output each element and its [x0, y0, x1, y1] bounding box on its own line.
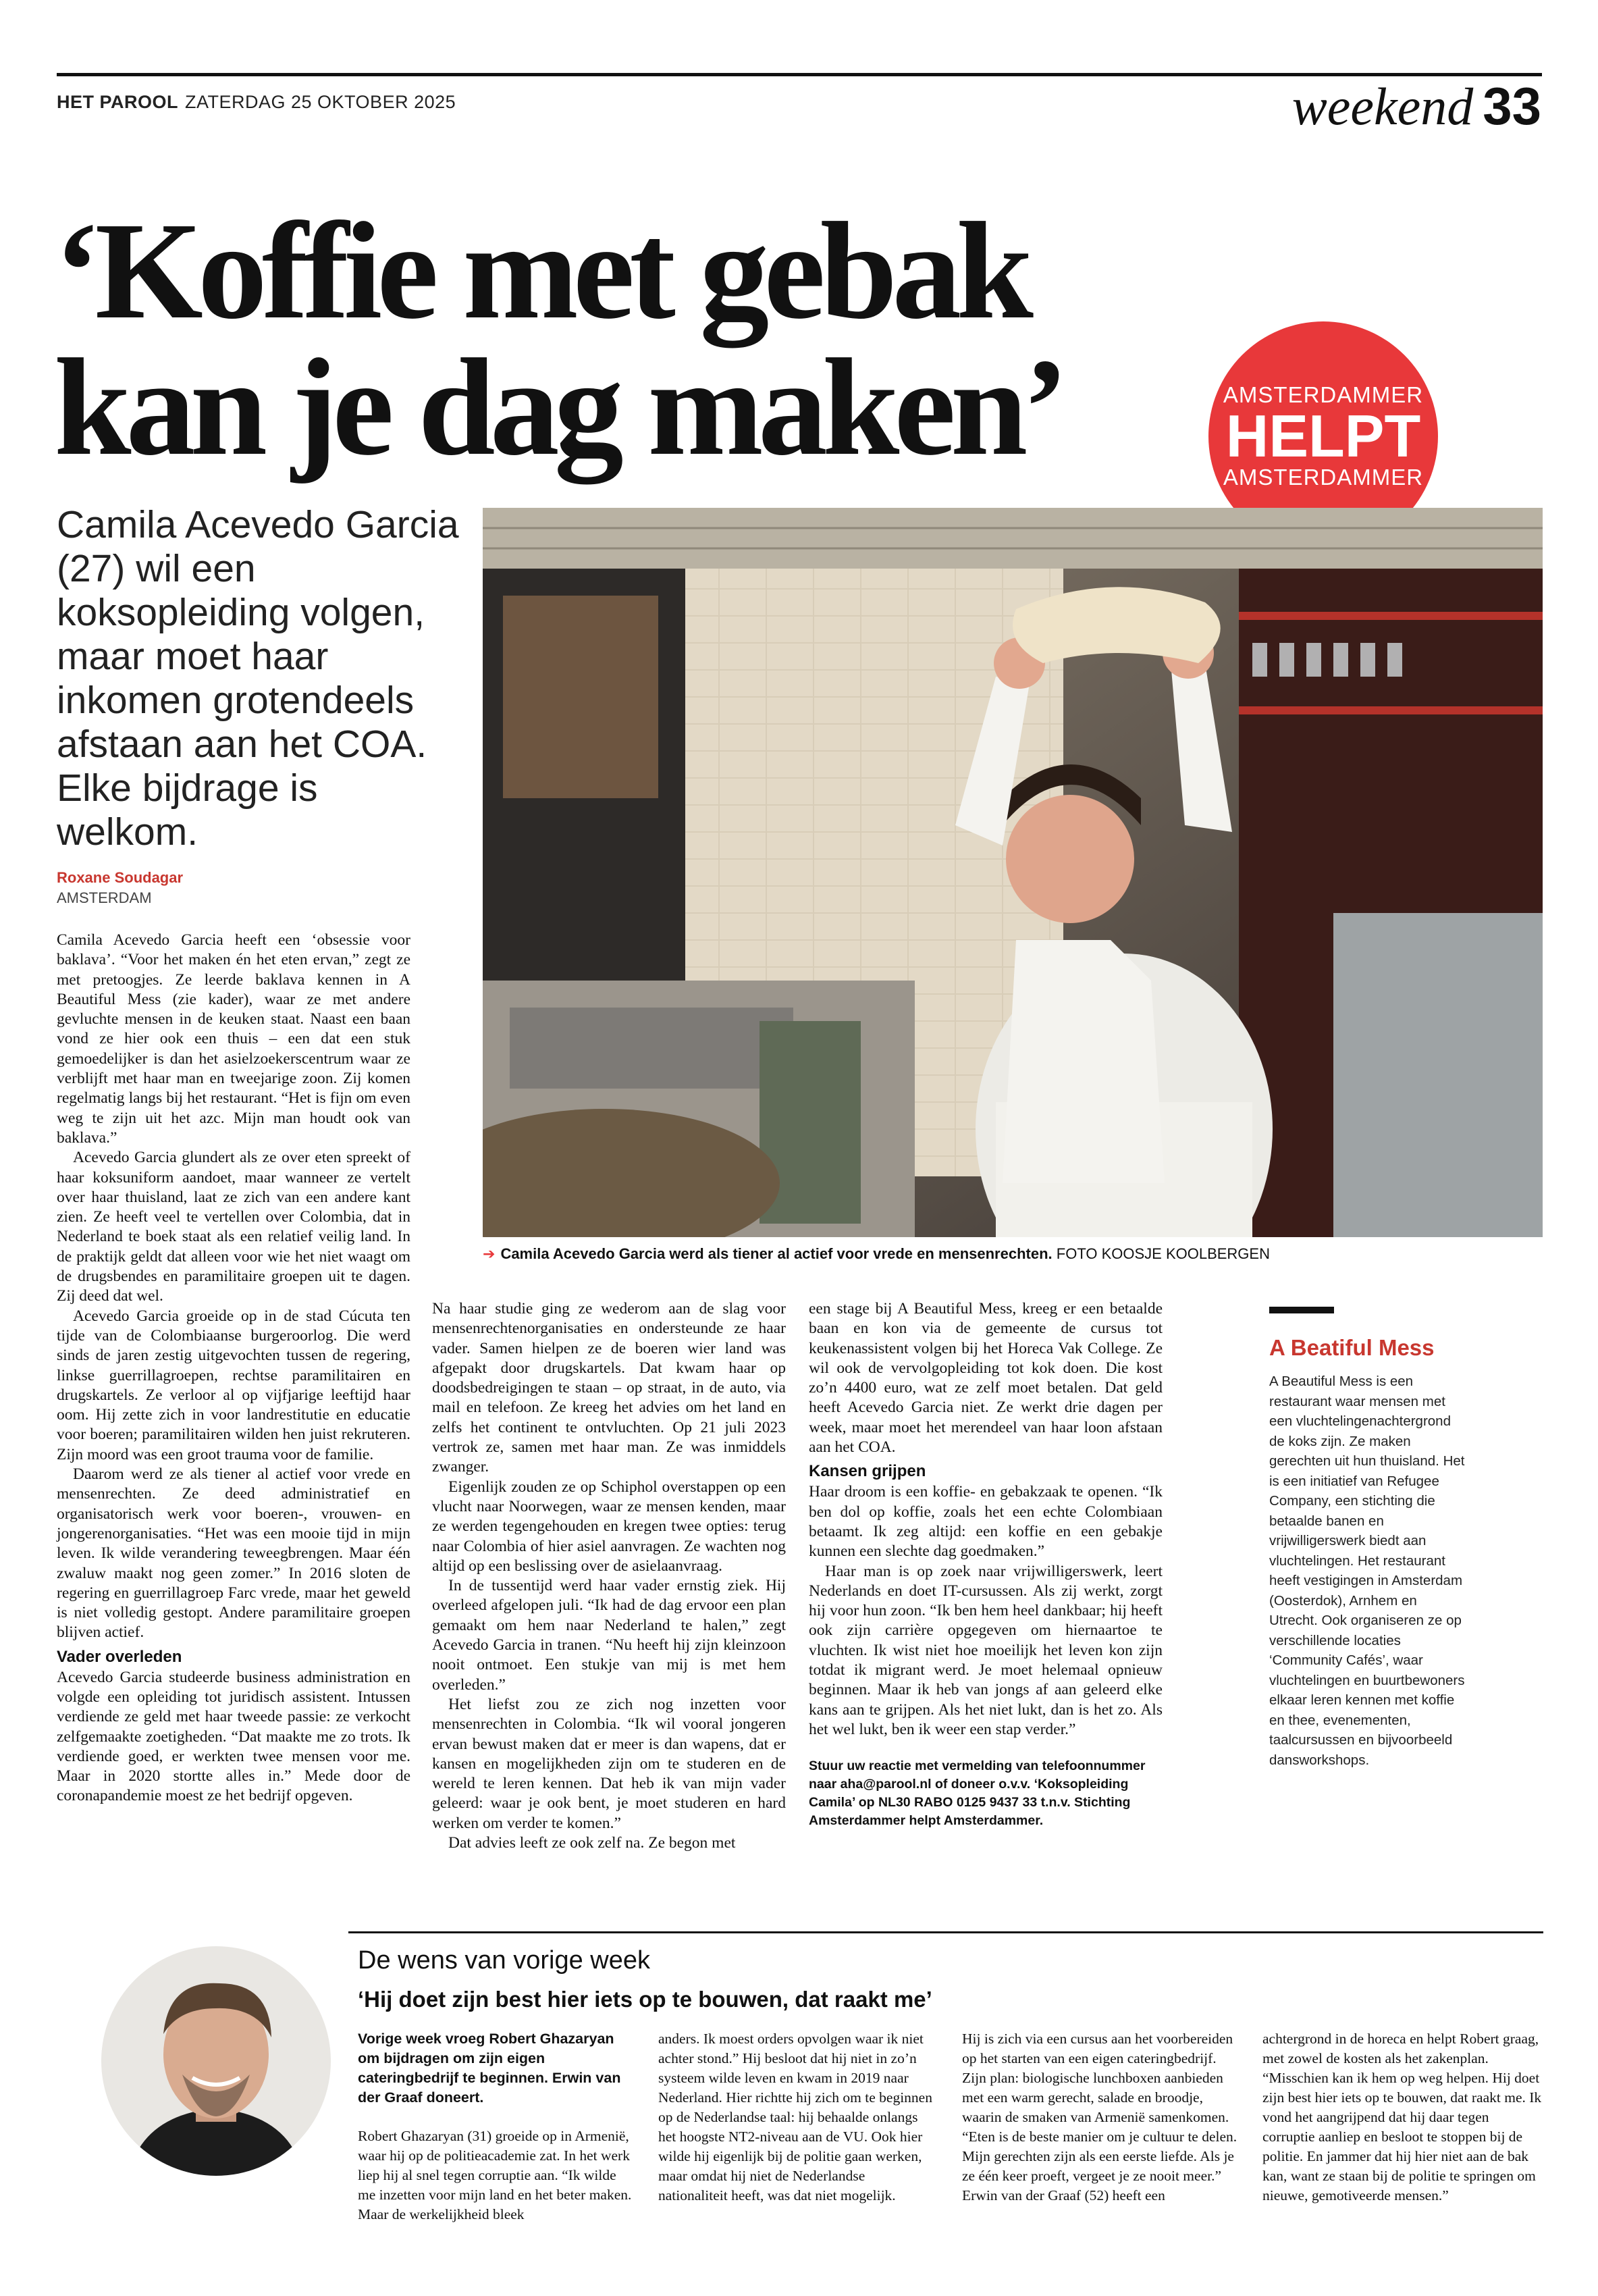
- paper-name: HET PAROOL: [57, 92, 178, 112]
- caption-text: Camila Acevedo Garcia werd als tiener al actief voor vrede en mensenrechten.: [500, 1245, 1053, 1262]
- photo-credit: FOTO KOOSJE KOOLBERGEN: [1056, 1245, 1270, 1262]
- paragraph: Robert Ghazaryan (31) groeide op in Armenië, waar hij op de politieacademie zat. In het werk liep hij al snel tegen corruptie aan. “Ik wilde me inzetten voor mijn land en het beter maken. Maar de werkelijkheid bleek: [358, 2128, 632, 2222]
- article-column-1: [57, 931, 410, 1806]
- byline: [57, 869, 183, 907]
- paragraph: Hij is zich via een cursus aan het voorbereiden op het starten van een eigen cateringbedrijf. Zijn plan: biologische lunchboxen aanbieden met een warm gerecht, salade en broodje, waarin de smaken van Armenië samenkomen. “Eten is de beste manier om je cultuur te delen. Mijn gerechten zijn als een eerste liefde. Als je ze één keer proeft, vergeet je ze nooit meer.” Erwin van der Graaf (52) heeft een: [962, 2031, 1237, 2203]
- previous-wish-subtitle: ‘Hij doet zijn best hier iets op te bouwen, dat raakt me’: [358, 1987, 932, 2012]
- masthead: [57, 92, 456, 113]
- issue-date: ZATERDAG 25 OKTOBER 2025: [185, 92, 456, 112]
- sidebar-box: [1269, 1307, 1465, 1770]
- wish-column-1: [358, 2029, 635, 2224]
- paragraph: achtergrond in de horeca en helpt Robert graag, met zowel de kosten als het zakenplan. “Misschien kan ik hem op weg helpen. Hij doet zijn best hier iets op te bouwen, dat raakt me. Ik vond het aangrijpend dat hij daar tegen corruptie aanliep en besloot te stoppen bij de politie. En jammer dat hij hier niet aan de bak kan, want ze staan bij de politie te springen om nieuwe, gemotiveerde mensen.”: [1262, 2031, 1542, 2203]
- main-photo: [483, 508, 1543, 1237]
- subheading: Vader overleden: [57, 1647, 182, 1666]
- wish-column-2: [658, 2029, 935, 2206]
- paragraph: Haar man is op zoek naar vrijwilligerswerk, leert Nederlands en doet IT-cursussen. Als zij werkt, zorgt hij voor hun zoon. “Ik ben hem heel dankbaar; hij heeft ook zijn carrière opgegeven om hiernaartoe te vluchten. Ik wist niet hoe moeilijk het leven kon zijn totdat ik migrant werd. Je moet helemaal opnieuw beginnen. Maar ik heb van jongs af aan geleerd elke kans aan te grijpen. Als het niet lukt, dan is het zo. Als het wel lukt, ben ik weer een stap verder.”: [809, 1562, 1163, 1738]
- badge-line-3: AMSTERDAMMER: [1223, 464, 1424, 490]
- caption-arrow-icon: ➔: [483, 1245, 496, 1262]
- photo-caption: [483, 1245, 1543, 1263]
- wish-column-4: [1262, 2029, 1543, 2206]
- headline-line-1: ‘Koffie met gebak: [54, 193, 1028, 348]
- article-column-2: [432, 1299, 786, 1853]
- paragraph: Camila Acevedo Garcia heeft een ‘obsessie voor baklava’. “Voor het maken én het eten ervan,” zegt ze met pretoogjes. Ze leerde baklava kennen in A Beautiful Mess (zie kader), waar ze met andere gevluchte mensen in de keuken staat. Naast een baan vond ze hier ook een thuis – een dat een stuk gemoedelijker is dan het asielzoekerscentrum waar ze verblijft met haar man en tweejarige zoon. Zij komen regelmatig langs bij het restaurant. “Het is fijn om even weg te zijn uit het azc. Mijn man houdt ook van baklava.”: [57, 931, 410, 1147]
- paragraph: Na haar studie ging ze wederom aan de slag voor mensenrechtenorganisaties en ondersteunde ze haar vader. Samen hielpen ze de boeren wier land was afgepakt door drugskartels. Dat kwam haar op doodsbedreigingen te staan – op straat, in de auto, via mail en telefoon. Ze kreeg het advies om het land en zelfs het continent te ontvluchten. Op 21 juli 2023 vertrok ze, samen met haar man. Ze was inmiddels zwanger.: [432, 1300, 786, 1476]
- sidebar-title: A Beatiful Mess: [1269, 1335, 1435, 1360]
- donation-note: Stuur uw reactie met vermelding van telefoonnummer naar aha@parool.nl of doneer o.v.v. ‘Koksopleiding Camila’ op NL30 RABO 0125 9437 33 t.n.v. Stichting Amsterdammer helpt Amsterdammer.: [809, 1758, 1146, 1829]
- intro-text: Camila Acevedo Garcia (27) wil een koksopleiding volgen, maar moet haar inkomen grotendeels afstaan aan het COA. Elke bijdrage is welkom.: [57, 503, 459, 854]
- previous-wish-title: De wens van vorige week: [358, 1946, 650, 1975]
- wish-lead: Vorige week vroeg Robert Ghazaryan om bijdragen om zijn eigen cateringbedrijf te beginnen. Erwin van der Graaf doneert.: [358, 2031, 621, 2106]
- section-header: [1291, 76, 1541, 136]
- badge-line-1: AMSTERDAMMER: [1223, 382, 1424, 408]
- article-column-3: [809, 1299, 1163, 1830]
- paragraph: anders. Ik moest orders opvolgen waar ik niet achter stond.” Hij besloot dat hij niet in zo’n systeem wilde leven en kwam in 2019 naar Nederland. Hier richtte hij zich om te beginnen op de Nederlandse taal: hij behaalde onlangs het hoogste NT2-niveau aan de VU. Ook hier wilde hij eigenlijk bij de politie gaan werken, maar omdat hij niet de Nederlandse nationaliteit heeft, was dat niet mogelijk.: [658, 2031, 932, 2203]
- paragraph: een stage bij A Beautiful Mess, kreeg er een betaalde baan en kon via de gemeente de cursus tot keukenassistent volgen bij het Horeca Vak College. Ze wil ook de vervolgopleiding tot kok doen. Die kost zo’n 4400 euro, wat ze zelf moet betalen. Dat geld heeft Acevedo Garcia niet. Ze werkt drie dagen per week, maar moet het merendeel van haar loon afstaan aan het COA.: [809, 1300, 1163, 1457]
- paragraph: Eigenlijk zouden ze op Schiphol overstappen op een vlucht naar Noorwegen, waar ze mensen kenden, maar ze werden tegengehouden en kregen twee opties: terug naar Colombia of hier asiel aanvragen. Ze wachten nog altijd op een beslissing over de asielaanvraag.: [432, 1478, 786, 1575]
- section-name: weekend: [1291, 77, 1474, 136]
- page-number: 33: [1483, 76, 1541, 136]
- headline: [54, 193, 1202, 484]
- top-rule: [57, 73, 1542, 76]
- sidebar-rule: [1269, 1307, 1334, 1313]
- author-city: AMSTERDAM: [57, 889, 152, 906]
- wish-column-3: [962, 2029, 1239, 2206]
- paragraph: Het liefst zou ze zich nog inzetten voor mensenrechten in Colombia. “Ik wil vooral jongeren ervan bewust maken dat er meer is dan wapens, dat er kansen en mogelijkheden zijn om te studeren en de wereld te leren kennen. Dat heb ik van mijn vader geleerd: waar je ook bent, je moet studeren en hard werken om verder te komen.”: [432, 1695, 786, 1832]
- badge-line-2: HELPT: [1225, 402, 1421, 470]
- paragraph: Acevedo Garcia glundert als ze over eten spreekt of haar koksuniform aandoet, maar wanneer ze vertelt over haar thuisland, laat ze zich van een andere kant zien. Ze heeft veel te vertellen over Colombia, dat in Nederland te boek staat als een relatief veilig land. In de praktijk geldt dat alleen voor wie het niet waagt om de drugsbendes en paramilitaire groepen uit te dagen. Zij deed dat wel.: [57, 1149, 410, 1305]
- paragraph: Dat advies leeft ze ook zelf na. Ze begon met: [448, 1834, 736, 1852]
- sidebar-text: A Beautiful Mess is een restaurant waar mensen met een vluchtelingenachtergrond de koks zijn. Ze maken gerechten uit hun thuisland. Het is een initiatief van Refugee Company, een stichting die betaalde banen en vrijwilligerswerk biedt aan vluchtelingen. Het restaurant heeft vestigingen in Amsterdam (Oosterdok), Arnhem en Utrecht. Ook organiseren ze op verschillende locaties ‘Community Cafés’, waar vluchtelingen en buurtbewoners elkaar leren kennen met koffie en thee, evenementen, taalcursussen en bijvoorbeeld dansworkshops.: [1269, 1374, 1465, 1768]
- bottom-rule: [348, 1931, 1543, 1933]
- portrait-photo: [101, 1946, 331, 2176]
- paragraph: Haar droom is een koffie- en gebakzaak te openen. “Ik ben dol op koffie, zoals het een echte Colombiaan betaamt. Ik zeg altijd: een koffie en een gebakje kunnen een slechte dag goedmaken.”: [809, 1483, 1163, 1561]
- author-name: Roxane Soudagar: [57, 869, 184, 886]
- subheading: Kansen grijpen: [809, 1462, 926, 1481]
- paragraph: Acevedo Garcia groeide op in de stad Cúcuta ten tijde van de Colombiaanse burgeroorlog. Die werd sinds de jaren zestig uitgevochten tussen de regering, linkse guerrillagroepen, rechtse paramilitairen en drugskartels. Ze verloor al op vijfjarige leeftijd haar oom. Hij zette zich in voor landrestitutie en educatie voor boeren; paramilitairen wilden hen juist rekruteren. Zijn moord was een groot trauma voor de familie.: [57, 1307, 410, 1463]
- paragraph: Daarom werd ze als tiener al actief voor vrede en mensenrechten. Ze deed administratief en organisatorisch werk voor boeren-, vrouwen- en jongerenorganisaties. “Het was een mooie tijd in mijn leven. Ik wilde verandering teweegbrengen. Maar één zwaluw maakt nog geen zomer.” In 2016 sloten de regering en guerrillagroep Farc vrede, maar het geweld is niet volledig gestopt. Andere paramilitaire groepen blijven actief.: [57, 1465, 410, 1642]
- paragraph: Acevedo Garcia studeerde business administration en volgde een opleiding tot juridisch assistent. Intussen verdiende ze geld met haar tweede passie: ze verkocht zelfgemaakte zoetigheden. “Dat maakte me zo trots. Ik verdiende goed, er werkten twee mensen voor me. Maar in 2020 stortte alles in.” Mede door de coronapandemie moest ze het bedrijf opgeven.: [57, 1668, 410, 1805]
- paragraph: In de tussentijd werd haar vader ernstig ziek. Hij overleed afgelopen juli. “Ik had de dag ervoor een plan gemaakt om hem naar Nederland te halen,” zegt Acevedo Garcia in tranen. “Nu heeft hij zijn kleinzoon nooit ontmoet. Een stukje van mij is met hem overleden.”: [432, 1577, 786, 1694]
- headline-line-2: kan je dag maken’: [54, 329, 1064, 484]
